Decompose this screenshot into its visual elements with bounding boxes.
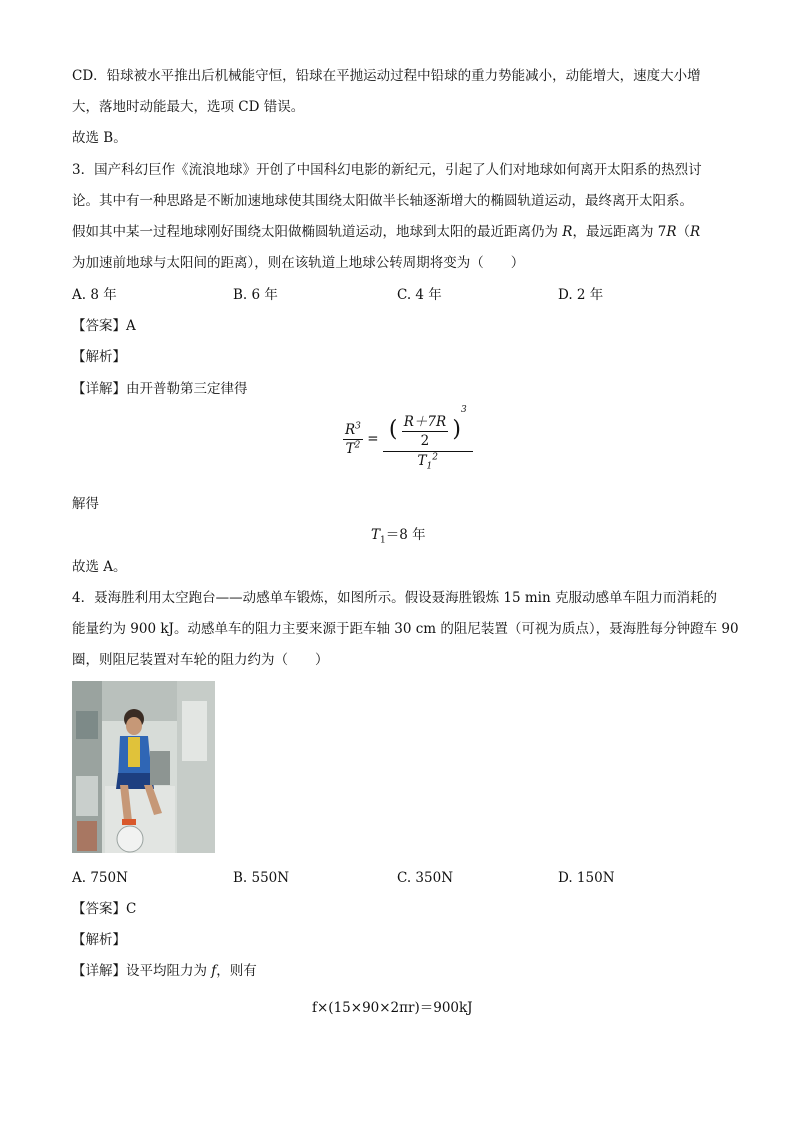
answer-label: 【答案】C — [72, 901, 137, 917]
option-a: A. 750N — [72, 870, 128, 886]
option-b: B. 550N — [233, 870, 290, 886]
analysis-label: 【解析】 — [72, 932, 126, 948]
answer-label: 【答案】A — [72, 318, 136, 334]
question-3-line: 为加速前地球与太阳间的距离），则在该轨道上地球公转周期将变为（ ） — [72, 255, 525, 271]
question-4-line: 圈，则阻尼装置对车轮的阻力约为（ ） — [72, 652, 329, 668]
question-4-line: 能量约为 900 kJ。动感单车的阻力主要来源于距车轴 30 cm 的阻尼装置（可视为质点），聂海胜每分钟蹬车 90 — [72, 621, 739, 637]
solve-label: 解得 — [72, 496, 99, 512]
option-c: C. 350N — [397, 870, 454, 886]
result-formula: $T_1=8$ 年 — [371, 527, 426, 546]
text-line: 故选 B。 — [72, 130, 127, 146]
detail-text: 【详解】由开普勒第三定律得 — [72, 381, 248, 397]
question-4-line: 4．聂海胜利用太空跑台——动感单车锻炼，如图所示。假设聂海胜锻炼 15 min 克服动感单车阻力而消耗的 — [72, 590, 717, 606]
work-formula: f×(15×90×2πr)＝900kJ — [312, 1000, 473, 1016]
question-3-line: 假如其中某一过程地球刚好围绕太阳做椭圆轨道运动，地球到太阳的最近距离仍为 R，最远距离为 7R（R — [72, 224, 701, 240]
option-a: A. 8 年 — [72, 287, 117, 303]
kepler-formula: $\frac{R^3}{T^2}$ = ( $\frac{R+7R}{2}$ )$^3$ $T_1^2$ — [343, 410, 473, 469]
astronaut-cycling-photo — [72, 681, 215, 853]
option-d: D. 2 年 — [558, 287, 604, 303]
option-b: B. 6 年 — [233, 287, 278, 303]
question-3-line: 论。其中有一种思路是不断加速地球使其围绕太阳做半长轴逐渐增大的椭圆轨道运动，最终离开太阳系。 — [72, 193, 693, 209]
text-line: CD．铅球被水平推出后机械能守恒，铅球在平抛运动过程中铅球的重力势能减小，动能增大，速度大小增 — [72, 68, 701, 84]
text-line: 大，落地时动能最大，选项 CD 错误。 — [72, 99, 305, 115]
choose-text: 故选 A。 — [72, 559, 127, 575]
option-d: D. 150N — [558, 870, 615, 886]
detail-text: 【详解】设平均阻力为 f，则有 — [72, 963, 257, 979]
question-3-line: 3．国产科幻巨作《流浪地球》开创了中国科幻电影的新纪元，引起了人们对地球如何离开太阳系的热烈讨 — [72, 162, 702, 178]
option-c: C. 4 年 — [397, 287, 442, 303]
analysis-label: 【解析】 — [72, 349, 126, 365]
